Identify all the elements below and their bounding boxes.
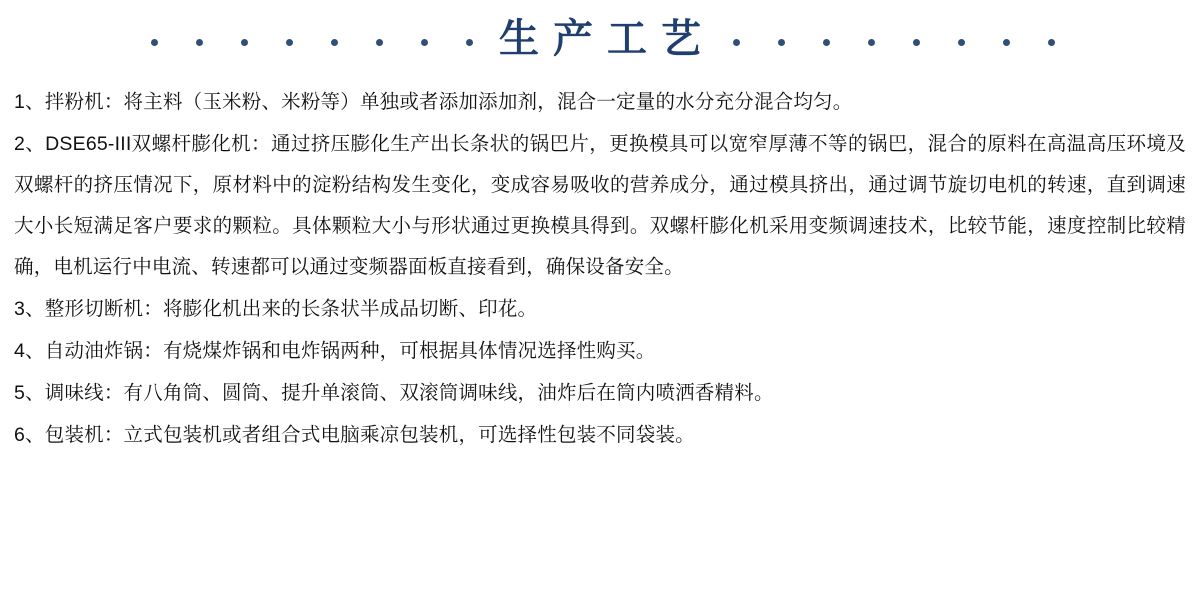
page-title: 生产工艺: [499, 16, 715, 61]
dot-icon: [466, 39, 473, 46]
dot-icon: [331, 39, 338, 46]
dot-icon: [913, 39, 920, 46]
dot-icon: [823, 39, 830, 46]
process-step-5: 5、调味线：有八角筒、圆筒、提升单滚筒、双滚筒调味线，油炸后在筒内喷洒香精料。: [14, 382, 774, 404]
dot-icon: [1003, 39, 1010, 46]
process-step-3: 3、整形切断机：将膨化机出来的长条状半成品切断、印花。: [14, 298, 538, 320]
process-step-6: 6、包装机：立式包装机或者组合式电脑乘凉包装机，可选择性包装不同袋装。: [14, 424, 695, 446]
dot-icon: [1048, 39, 1055, 46]
page-header: [0, 0, 1200, 78]
dot-icon: [868, 39, 875, 46]
document-body: [0, 78, 1200, 456]
dot-icon: [151, 39, 158, 46]
dot-icon: [286, 39, 293, 46]
process-step-4: 4、自动油炸锅：有烧煤炸锅和电炸锅两种，可根据具体情况选择性购买。: [14, 340, 656, 362]
dot-icon: [733, 39, 740, 46]
process-step-1: 1、拌粉机：将主料（玉米粉、米粉等）单独或者添加添加剂，混合一定量的水分充分混合均匀。: [14, 91, 853, 113]
decorative-dots-left: [151, 33, 473, 46]
dot-icon: [241, 39, 248, 46]
dot-icon: [376, 39, 383, 46]
dot-icon: [196, 39, 203, 46]
dot-icon: [778, 39, 785, 46]
process-step-2: 2、DSE65-III双螺杆膨化机：通过挤压膨化生产出长条状的锅巴片，更换模具可以宽窄厚薄不等的锅巴，混合的原料在高温高压环境及双螺杆的挤压情况下，原材料中的淀粉结构发生变化，变成容易吸收的营养成分，通过模具挤出，通过调节旋切电机的转速，直到调速大小长短满足客户要求的颗粒。具体颗粒大小与形状通过更换模具得到。双螺杆膨化机采用变频调速技术，比较节能，速度控制比较精确，电机运行中电流、转速都可以通过变频器面板直接看到，确保设备安全。: [14, 133, 1186, 278]
dot-icon: [421, 39, 428, 46]
dot-icon: [958, 39, 965, 46]
decorative-dots-right: [733, 33, 1055, 46]
